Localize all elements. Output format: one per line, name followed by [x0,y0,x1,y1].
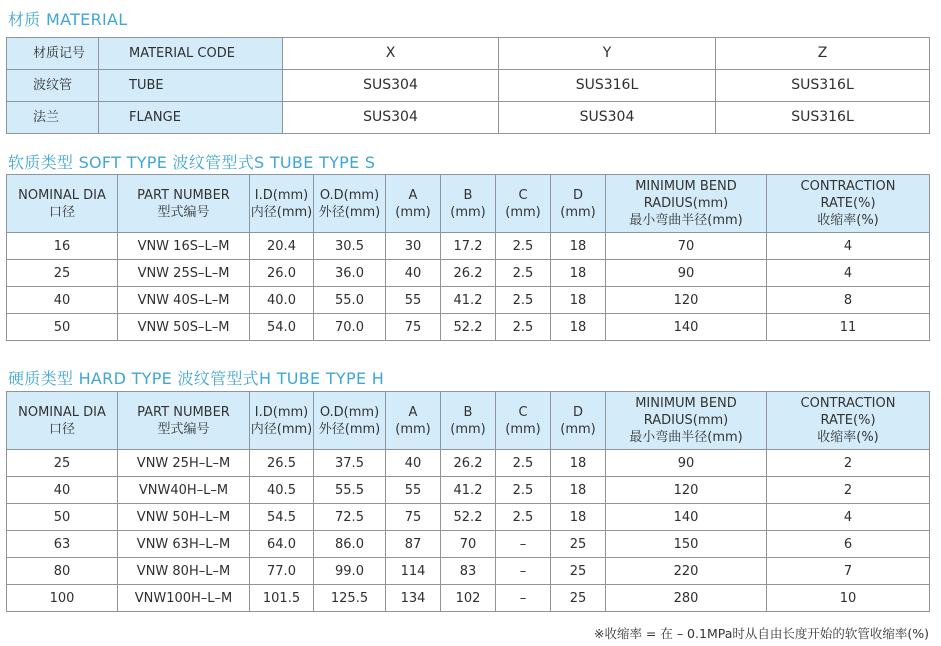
spec-header-cell [551,392,606,450]
spec-header-cell [551,175,606,233]
table-cell: 125.5 [314,585,386,612]
table-cell: 6 [767,531,930,558]
hard-type-table [6,391,930,612]
spec-header-cell [606,392,767,450]
table-cell: 50 [7,314,118,341]
table-cell: 63 [7,531,118,558]
table-cell: 140 [606,504,767,531]
spec-header-line: 收缩率(%) [817,213,879,228]
material-col-z: Z [716,38,930,70]
table-cell: 26.5 [250,450,314,477]
table-cell: 40.5 [250,477,314,504]
table-row [7,260,930,287]
table-cell: – [496,531,551,558]
table-row [7,233,930,260]
spec-header-line: PART NUMBER [137,187,230,203]
material-col-y: Y [499,38,716,70]
spec-header-line: 收缩率(%) [817,430,879,445]
spec-header-line: B [463,187,473,203]
table-cell: VNW 50H–L–M [118,504,250,531]
spec-header-line: NOMINAL DIA [18,404,106,420]
spec-header-line: A [408,187,418,203]
table-cell: – [496,585,551,612]
spec-header-line: 口径 [48,421,75,437]
table-row [7,314,930,341]
material-row-cn: 波纹管 [7,70,99,102]
table-cell: 77.0 [250,558,314,585]
material-row-en: FLANGE [99,102,283,134]
table-cell: 4 [767,260,930,287]
spec-header-line: C [518,187,528,203]
spec-header-line: D [572,187,583,203]
table-cell: VNW 25S–L–M [118,260,250,287]
table-cell: 8 [767,287,930,314]
table-row [7,450,930,477]
table-cell: 41.2 [441,477,496,504]
spec-header-cell [250,392,314,450]
table-cell: VNW 63H–L–M [118,531,250,558]
material-col-x: X [283,38,499,70]
spec-header-line: RADIUS(mm) [643,196,729,211]
spec-header-line: B [463,404,473,420]
table-cell: 2.5 [496,287,551,314]
table-cell: 150 [606,531,767,558]
spec-header-line: 内径(mm) [250,204,313,220]
table-row [7,558,930,585]
table-cell: 37.5 [314,450,386,477]
table-cell: 120 [606,287,767,314]
table-cell: 18 [551,233,606,260]
table-cell: 90 [606,260,767,287]
spec-header-line: CONTRACTION [800,179,896,194]
table-cell: 140 [606,314,767,341]
spec-header-line: A [408,404,418,420]
table-cell: 11 [767,314,930,341]
table-cell: 72.5 [314,504,386,531]
material-cell: SUS316L [716,70,930,102]
table-cell: 75 [386,504,441,531]
spec-header-line: (mm) [395,204,431,220]
table-cell: 25 [551,585,606,612]
table-cell: 10 [767,585,930,612]
table-cell: 86.0 [314,531,386,558]
table-cell: 25 [7,450,118,477]
material-cell: SUS304 [283,70,499,102]
spec-header-line: D [572,404,583,420]
table-cell: VNW 80H–L–M [118,558,250,585]
material-row-flange [7,102,930,134]
table-cell: 80 [7,558,118,585]
table-cell: 17.2 [441,233,496,260]
spec-header-line: (mm) [560,204,596,220]
table-cell: 52.2 [441,314,496,341]
spec-header-line: MINIMUM BEND [635,396,737,411]
table-cell: 55.0 [314,287,386,314]
spec-header-line: C [518,404,528,420]
table-cell: 41.2 [441,287,496,314]
table-cell: 99.0 [314,558,386,585]
spec-header-cell [441,392,496,450]
table-row [7,504,930,531]
table-row [7,287,930,314]
table-cell: 114 [386,558,441,585]
material-code-cn: 材质记号 [7,38,99,70]
spec-header-cell [7,175,118,233]
footnote: ※收缩率 = 在 – 0.1MPa时从自由长度开始的软管收缩率(%) [593,626,929,641]
table-cell: 2.5 [496,260,551,287]
material-cell: SUS316L [716,102,930,134]
table-cell: 18 [551,450,606,477]
table-cell: 26.0 [250,260,314,287]
spec-header-cell [118,392,250,450]
spec-header-line: I.D(mm) [254,187,309,203]
spec-header-line: 口径 [48,204,75,220]
table-cell: 7 [767,558,930,585]
table-cell: 50 [7,504,118,531]
spec-header-line: CONTRACTION [800,396,896,411]
spec-header-line: RATE(%) [820,413,876,428]
spec-header-cell [7,392,118,450]
table-cell: 75 [386,314,441,341]
table-cell: 18 [551,314,606,341]
table-cell: 54.5 [250,504,314,531]
material-row-cn: 法兰 [7,102,99,134]
table-cell: 102 [441,585,496,612]
table-cell: 70.0 [314,314,386,341]
spec-header-line: 内径(mm) [250,421,313,437]
material-row-en: TUBE [99,70,283,102]
spec-header-cell [314,175,386,233]
table-cell: 2.5 [496,477,551,504]
spec-header-line: RATE(%) [820,196,876,211]
spec-header-line: 外径(mm) [318,421,381,437]
table-cell: 55 [386,477,441,504]
spec-header-line: I.D(mm) [254,404,309,420]
table-cell: 26.2 [441,260,496,287]
spec-header-line: O.D(mm) [319,187,380,203]
table-cell: 280 [606,585,767,612]
table-cell: 26.2 [441,450,496,477]
table-cell: 70 [606,233,767,260]
spec-header-line: 外径(mm) [318,204,381,220]
spec-header-line: 最小弯曲半径(mm) [629,430,743,445]
table-row [7,531,930,558]
table-cell: 2.5 [496,504,551,531]
table-cell: 40.0 [250,287,314,314]
spec-header-cell [496,175,551,233]
table-cell: VNW 50S–L–M [118,314,250,341]
spec-header-line: RADIUS(mm) [643,413,729,428]
table-cell: 64.0 [250,531,314,558]
spec-header-line: O.D(mm) [319,404,380,420]
table-cell: 134 [386,585,441,612]
hard-section-title: 硬质类型 HARD TYPE 波纹管型式H TUBE TYPE H [8,369,385,388]
spec-header-line: (mm) [395,421,431,437]
hard-header-row [7,392,930,450]
spec-header-line: 最小弯曲半径(mm) [629,213,743,228]
table-cell: 2 [767,450,930,477]
table-cell: 18 [551,504,606,531]
table-cell: 120 [606,477,767,504]
spec-header-cell [118,175,250,233]
material-row-tube [7,70,930,102]
table-cell: VNW40H–L–M [118,477,250,504]
table-row [7,477,930,504]
spec-header-cell [250,175,314,233]
table-cell: 2.5 [496,450,551,477]
spec-header-cell [441,175,496,233]
table-cell: 18 [551,287,606,314]
table-cell: VNW 40S–L–M [118,287,250,314]
spec-header-cell [314,392,386,450]
table-cell: 87 [386,531,441,558]
table-cell: VNW100H–L–M [118,585,250,612]
soft-section-title: 软质类型 SOFT TYPE 波纹管型式S TUBE TYPE S [8,153,376,172]
table-cell: 55 [386,287,441,314]
spec-header-line: (mm) [450,421,486,437]
table-cell: 20.4 [250,233,314,260]
spec-header-cell [386,175,441,233]
table-cell: 2.5 [496,314,551,341]
table-cell: 2 [767,477,930,504]
table-cell: VNW 16S–L–M [118,233,250,260]
table-cell: 4 [767,233,930,260]
table-cell: 83 [441,558,496,585]
table-cell: 40 [386,260,441,287]
spec-header-line: PART NUMBER [137,404,230,420]
spec-header-cell [496,392,551,450]
material-code-en: MATERIAL CODE [99,38,283,70]
table-cell: 220 [606,558,767,585]
material-cell: SUS304 [283,102,499,134]
table-cell: 90 [606,450,767,477]
table-cell: 25 [7,260,118,287]
material-cell: SUS316L [499,70,716,102]
table-cell: 4 [767,504,930,531]
material-section-title: 材质 MATERIAL [8,10,128,29]
spec-header-cell [767,392,930,450]
material-header-row [7,38,930,70]
spec-header-line: (mm) [560,421,596,437]
spec-header-cell [386,392,441,450]
table-cell: 25 [551,531,606,558]
spec-header-line: (mm) [505,421,541,437]
table-cell: – [496,558,551,585]
table-cell: VNW 25H–L–M [118,450,250,477]
material-table [6,37,930,134]
spec-header-line: NOMINAL DIA [18,187,106,203]
table-cell: 55.5 [314,477,386,504]
table-cell: 36.0 [314,260,386,287]
spec-header-line: 型式编号 [157,204,210,220]
table-cell: 54.0 [250,314,314,341]
table-cell: 100 [7,585,118,612]
table-cell: 30.5 [314,233,386,260]
table-cell: 30 [386,233,441,260]
spec-header-line: 型式编号 [157,421,210,437]
table-cell: 2.5 [496,233,551,260]
spec-header-line: (mm) [450,204,486,220]
spec-header-line: (mm) [505,204,541,220]
table-row [7,585,930,612]
table-cell: 70 [441,531,496,558]
table-cell: 16 [7,233,118,260]
table-cell: 40 [386,450,441,477]
table-cell: 18 [551,477,606,504]
table-cell: 18 [551,260,606,287]
material-cell: SUS304 [499,102,716,134]
soft-header-row [7,175,930,233]
table-cell: 52.2 [441,504,496,531]
table-cell: 40 [7,287,118,314]
table-cell: 101.5 [250,585,314,612]
spec-header-cell [767,175,930,233]
soft-type-table [6,174,930,341]
spec-header-line: MINIMUM BEND [635,179,737,194]
table-cell: 40 [7,477,118,504]
table-cell: 25 [551,558,606,585]
spec-header-cell [606,175,767,233]
